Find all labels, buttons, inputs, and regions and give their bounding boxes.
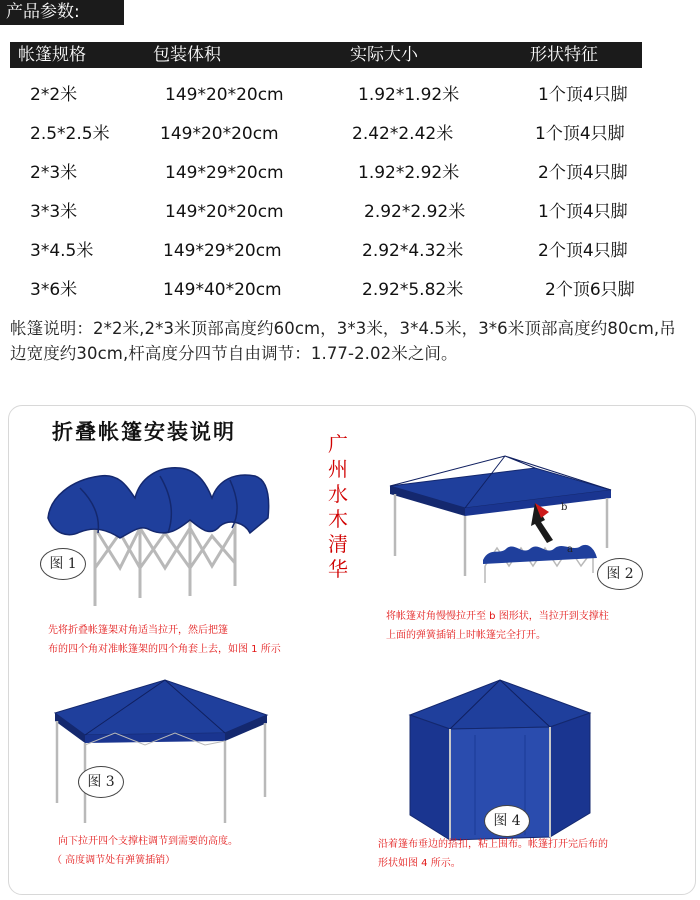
figure-3-label: 图 3: [78, 766, 124, 798]
cell-size: 2.92*5.82米: [362, 280, 464, 300]
cell-shape: 2个顶6只脚: [545, 280, 635, 300]
figure-4-note-line-1: 沿着篷布垂边的搭扣，粘上围布。帐篷打开完后布的: [378, 839, 608, 850]
figure-4-note-line-2: 形状如图 4 所示。: [378, 858, 461, 869]
figure-2-illustration: [385, 448, 615, 588]
table-row: [0, 197, 700, 227]
table-row: [0, 275, 700, 305]
section-title: 产品参数:: [0, 0, 124, 25]
marker-b: b: [561, 502, 568, 513]
table-row: [0, 119, 700, 149]
table-row: [0, 158, 700, 188]
cell-spec: 3*3米: [30, 202, 78, 222]
table-row: [0, 236, 700, 266]
table-row: [0, 80, 700, 110]
cell-volume: 149*29*20cm: [165, 163, 284, 183]
cell-size: 1.92*1.92米: [358, 85, 460, 105]
table-header: [10, 42, 642, 68]
figure-3-note-line-1: 向下拉开四个支撑柱调节到需要的高度。: [58, 836, 238, 847]
cell-spec: 2*3米: [30, 163, 78, 183]
cell-size: 2.92*4.32米: [362, 241, 464, 261]
brand-vertical-text: 广州水木清华: [328, 432, 348, 581]
marker-a: a: [567, 544, 573, 555]
cell-spec: 3*4.5米: [30, 241, 94, 261]
cell-spec: 3*6米: [30, 280, 78, 300]
figure-3-illustration: [45, 675, 275, 825]
cell-size: 2.42*2.42米: [352, 124, 454, 144]
tent-description: 帐篷说明：2*2米,2*3米顶部高度约60cm，3*3米，3*4.5米，3*6米顶部高度约80cm,吊边宽度约30cm,杆高度分四节自由调节：1.77-2.02米之间。: [10, 319, 676, 363]
column-header-spec: 帐篷规格: [18, 45, 86, 65]
cell-volume: 149*29*20cm: [163, 241, 282, 261]
figure-4-label: 图 4: [484, 805, 530, 837]
cell-volume: 149*20*20cm: [165, 85, 284, 105]
cell-spec: 2*2米: [30, 85, 78, 105]
figure-1-note-line-1: 先将折叠帐篷架对角适当拉开，然后把篷: [48, 625, 228, 636]
cell-shape: 1个顶4只脚: [538, 202, 628, 222]
figure-1-illustration: [40, 458, 270, 608]
cell-shape: 2个顶4只脚: [538, 241, 628, 261]
figure-1-note-line-2: 布的四个角对准帐篷架的四个角套上去，如图 1 所示: [48, 644, 281, 655]
cell-volume: 149*20*20cm: [165, 202, 284, 222]
cell-shape: 1个顶4只脚: [535, 124, 625, 144]
cell-spec: 2.5*2.5米: [30, 124, 110, 144]
figure-2-label: 图 2: [597, 558, 643, 590]
cell-size: 2.92*2.92米: [364, 202, 466, 222]
cell-shape: 1个顶4只脚: [538, 85, 628, 105]
cell-volume: 149*20*20cm: [160, 124, 279, 144]
figure-2-note-line-2: 上面的弹簧插销上时帐篷完全打开。: [386, 630, 546, 641]
cell-shape: 2个顶4只脚: [538, 163, 628, 183]
cell-size: 1.92*2.92米: [358, 163, 460, 183]
figure-2-note-line-1: 将帐篷对角慢慢拉开至 b 图形状，当拉开到支撑柱: [386, 611, 609, 622]
column-header-shape: 形状特征: [530, 45, 598, 65]
column-header-package-volume: 包装体积: [153, 45, 221, 65]
cell-volume: 149*40*20cm: [163, 280, 282, 300]
figure-1-label: 图 1: [40, 548, 86, 580]
instructions-title: 折叠帐篷安装说明: [52, 420, 236, 444]
column-header-actual-size: 实际大小: [350, 45, 418, 65]
figure-3-note-line-2: （ 高度调节处有弹簧插销）: [52, 855, 176, 866]
